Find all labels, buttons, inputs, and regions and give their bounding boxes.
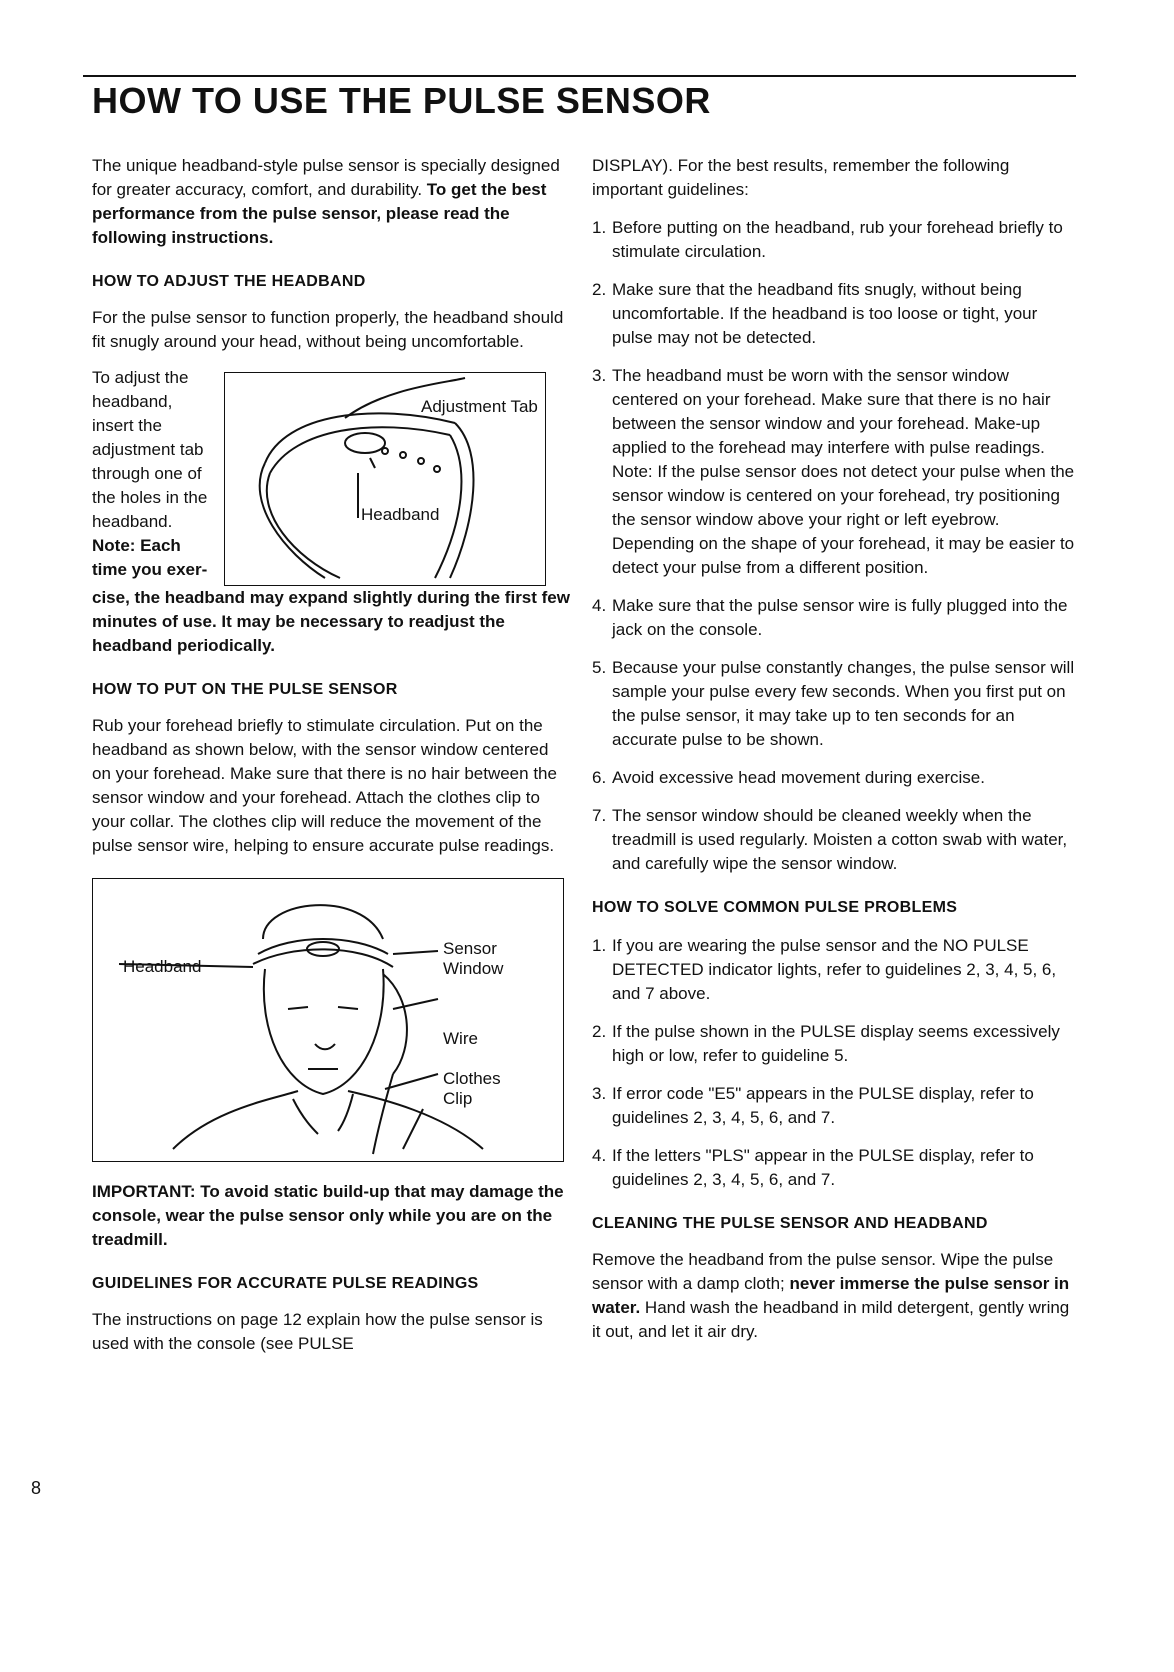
list-item: 2. If the pulse shown in the PULSE display seems excessively high or low, refer to guideline 5. xyxy=(592,1022,1060,1065)
headband-callout: Headband xyxy=(123,957,202,976)
pulse-sensor-figure xyxy=(92,878,564,1162)
cleaning-heading: CLEANING THE PULSE SENSOR AND HEADBAND xyxy=(592,1215,988,1232)
sensor-window-callout: Sensor Window xyxy=(443,939,504,978)
guidelines-intro: The instructions on page 12 explain how the pulse sensor is used with the console (see PULSE xyxy=(92,1310,543,1353)
list-item: 3. The headband must be worn with the sensor window centered on your forehead. Make sure that there is no hair between the sensor window and your forehead. Make-up applied to the forehead may interfere with pulse readings. Note: If the pulse sensor does not detect your pulse when the sensor window is centered on your forehead, try positioning the sensor window above your right or left eyebrow. Depending on the shape of your forehead, it may be easier to detect your pulse from a different position. xyxy=(592,366,1075,577)
display-continuation: DISPLAY). For the best results, remember the following important guidelines: xyxy=(592,156,1010,199)
clothes-clip-callout: Clothes Clip xyxy=(443,1069,501,1108)
list-item: 6. Avoid excessive head movement during exercise. xyxy=(592,768,985,787)
adjust-paragraph: For the pulse sensor to function properly, the headband should fit snugly around your head, without being uncomfortable. xyxy=(92,308,564,351)
wire-callout: Wire xyxy=(443,1029,478,1048)
intro-bold-text: To get the best performance from the pulse sensor, please read the following instructions. xyxy=(92,180,547,247)
page-number: 8 xyxy=(31,1478,42,1498)
right-column xyxy=(592,154,1076,1344)
puton-heading: HOW TO PUT ON THE PULSE SENSOR xyxy=(92,681,398,698)
page-title: HOW TO USE THE PULSE SENSOR xyxy=(92,80,711,121)
list-item: 4. Make sure that the pulse sensor wire is fully plugged into the jack on the console. xyxy=(592,596,1068,639)
adjust-side-plain: To adjust the headband, insert the adjustment tab through one of the holes in the headband. xyxy=(92,368,208,531)
headband-figure xyxy=(224,372,546,586)
adjust-section xyxy=(92,366,572,586)
cleaning-warning: never immerse the pulse sensor in water. xyxy=(592,1274,1070,1317)
adjustment-tab-label: Adjustment Tab xyxy=(421,397,538,416)
problems-heading: HOW TO SOLVE COMMON PULSE PROBLEMS xyxy=(592,899,958,916)
adjust-heading: HOW TO ADJUST THE HEADBAND xyxy=(92,273,366,290)
adjust-bold-continuation: cise, the headband may expand slightly during the first few minutes of use. It may be necessary to readjust the headband periodically. xyxy=(92,588,570,655)
list-item: 2. Make sure that the headband fits snugly, without being uncomfortable. If the headband is too loose or tight, your pulse may not be detected. xyxy=(592,280,1038,347)
guidelines-list xyxy=(592,216,1076,876)
list-item: 3. If error code "E5" appears in the PULSE display, refer to guidelines 2, 3, 4, 5, 6, and 7. xyxy=(592,1084,1034,1127)
puton-paragraph: Rub your forehead briefly to stimulate circulation. Put on the headband as shown below, with the sensor window centered on your forehead. Make sure that there is no hair between the sensor window and your forehead. Attach the clothes clip to your collar. The clothes clip will reduce the movement of the pulse sensor wire, helping to ensure accurate pulse readings. xyxy=(92,716,557,855)
problems-list xyxy=(592,934,1076,1192)
list-item: 7. The sensor window should be cleaned weekly when the treadmill is used regularly. Moisten a cotton swab with water, and carefully wipe the sensor window. xyxy=(592,806,1068,873)
important-note: IMPORTANT: To avoid static build-up that may damage the console, wear the pulse sensor only while you are on the treadmill. xyxy=(92,1182,564,1249)
cleaning-paragraph: Remove the headband from the pulse sensor. Wipe the pulse sensor with a damp cloth; never immerse the pulse sensor in water. Hand wash the headband in mild detergent, gently wring it out, and let it air dry. xyxy=(592,1250,1070,1341)
headband-label: Headband xyxy=(361,505,440,524)
intro-text: The unique headband-style pulse sensor is specially designed for greater accuracy, comfort, and durability. xyxy=(92,156,560,199)
adjust-side-text xyxy=(92,366,212,586)
list-item: 4. If the letters "PLS" appear in the PULSE display, refer to guidelines 2, 3, 4, 5, 6, and 7. xyxy=(592,1146,1034,1189)
list-item: 1. If you are wearing the pulse sensor and the NO PULSE DETECTED indicator lights, refer to guidelines 2, 3, 4, 5, 6, and 7 above. xyxy=(592,936,1057,1003)
head-illustration xyxy=(93,879,563,1161)
guidelines-heading: GUIDELINES FOR ACCURATE PULSE READINGS xyxy=(92,1275,479,1292)
title-rule xyxy=(83,75,1076,77)
list-item: 5. Because your pulse constantly changes, the pulse sensor will sample your pulse every few seconds. When you first put on the pulse sensor, it may take up to ten seconds for an accurate pulse to be shown. xyxy=(592,658,1075,749)
list-item: 1. Before putting on the headband, rub your forehead briefly to stimulate circulation. xyxy=(592,218,1063,261)
adjust-side-bold: Note: Each time you exer- xyxy=(92,536,208,579)
intro-paragraph xyxy=(92,154,572,250)
left-column xyxy=(92,154,572,1356)
